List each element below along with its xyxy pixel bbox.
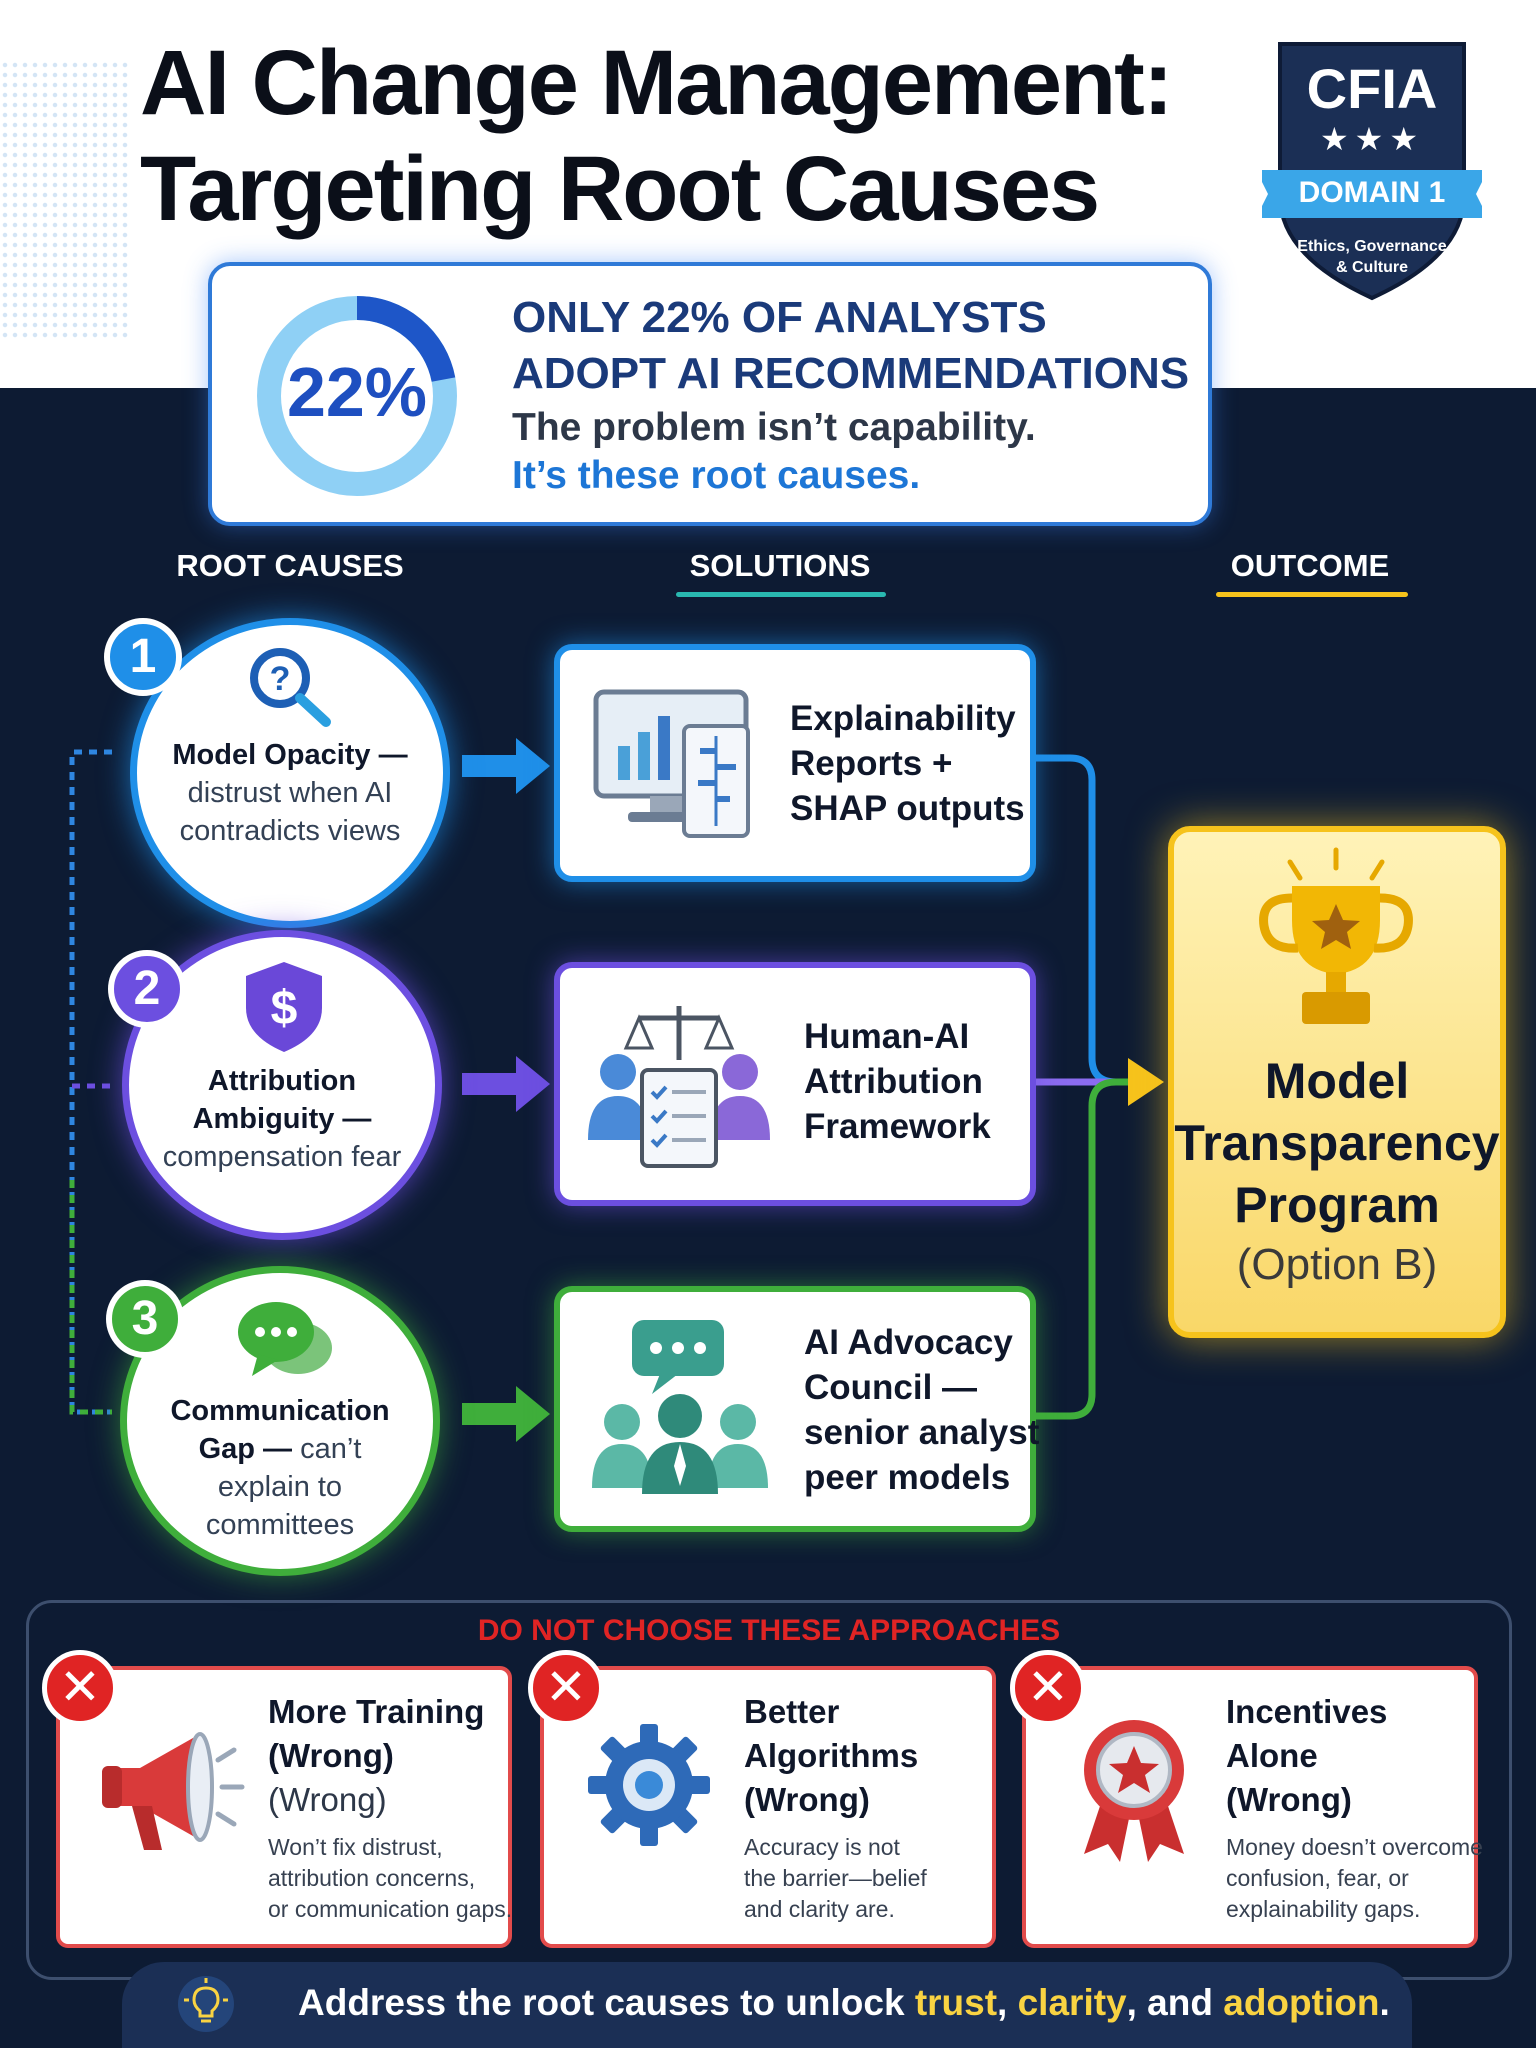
outcome-title xyxy=(1168,1050,1506,1236)
badge-stars: ★★★ xyxy=(1319,121,1425,157)
solution-2-line-2: Attribution xyxy=(804,1062,983,1101)
root-cause-3-number: 3 xyxy=(106,1280,184,1358)
wrong-approach-3-desc-line-2: confusion, fear, or xyxy=(1226,1865,1409,1891)
scales-people-icon xyxy=(584,1000,774,1170)
root-cause-1-title: Model Opacity — xyxy=(172,739,408,771)
solution-3-line-4: peer models xyxy=(804,1458,1011,1497)
solution-2-text xyxy=(804,1014,991,1149)
wrong-approach-2-title xyxy=(744,1690,918,1822)
chat-bubbles-icon xyxy=(230,1290,340,1390)
wrong-approach-2-title-line-2: Algorithms xyxy=(744,1737,919,1774)
solution-1-text xyxy=(790,696,1025,831)
wrong-approach-1-desc-line-3: or communication gaps. xyxy=(268,1896,513,1922)
root-cause-2-number: 2 xyxy=(108,950,186,1028)
stat-headline-line-1: ONLY 22% OF ANALYSTS xyxy=(512,293,1047,342)
root-cause-1-text xyxy=(170,736,410,850)
root-cause-1-number: 1 xyxy=(104,618,182,696)
footer-separator-1: , xyxy=(997,1982,1018,2023)
wrong-approaches-title: DO NOT CHOOSE THESE APPROACHES xyxy=(477,1614,1061,1647)
column-header-root-causes: ROOT CAUSES xyxy=(176,548,404,583)
team-chat-icon xyxy=(590,1316,770,1496)
root-cause-2-text xyxy=(162,1062,402,1176)
solution-3-line-2: Council — xyxy=(804,1368,978,1407)
wrong-approach-1-desc-line-2: attribution concerns, xyxy=(268,1865,476,1891)
wrong-approach-3-desc-line-3: explainability gaps. xyxy=(1226,1896,1421,1922)
footer-highlight-clarity: clarity xyxy=(1017,1982,1127,2023)
question-magnifier-icon xyxy=(238,640,338,730)
footer-highlight-trust: trust xyxy=(914,1982,998,2023)
solution-3-line-3: senior analyst xyxy=(804,1413,1040,1452)
wrong-approach-2-wrong-label: (Wrong) xyxy=(744,1781,870,1818)
root-cause-1-detail: distrust when AI contradicts views xyxy=(179,777,401,847)
wrong-approach-1-title xyxy=(268,1690,484,1822)
column-header-outcome: OUTCOME xyxy=(1230,548,1390,583)
x-mark-icon: ✕ xyxy=(1010,1650,1086,1726)
wrong-approach-1-title-line-1: More Training xyxy=(268,1693,485,1730)
badge-subtitle: Ethics, Governance & Culture xyxy=(1297,238,1447,276)
megaphone-icon xyxy=(96,1716,246,1866)
root-cause-3-detail: can’t explain to committees xyxy=(205,1433,362,1541)
wrong-approach-2-desc-line-2: the barrier—belief xyxy=(744,1865,927,1891)
wrong-approach-1-title-line-2: (Wrong) xyxy=(268,1737,394,1774)
stat-subtext: The problem isn’t capability. xyxy=(512,406,1036,449)
root-cause-3-title: Communication Gap — xyxy=(170,1395,390,1465)
outcome-title-line-2: Transparency xyxy=(1174,1115,1500,1171)
outcome-title-line-1: Model xyxy=(1264,1053,1410,1109)
wrong-approach-2-desc-line-3: and clarity are. xyxy=(744,1896,895,1922)
footer-text-prefix: Address the root causes to unlock xyxy=(298,1982,915,2023)
svg-text:$: $ xyxy=(270,982,298,1035)
wrong-approach-3-title-line-1: Incentives xyxy=(1226,1693,1388,1730)
solution-3-text xyxy=(804,1320,1039,1500)
solution-2-line-1: Human-AI xyxy=(804,1017,970,1056)
stat-headline-line-2: ADOPT AI RECOMMENDATIONS xyxy=(512,349,1190,398)
badge-abbreviation: CFIA xyxy=(1306,57,1438,120)
wrong-approach-3-description xyxy=(1226,1832,1483,1925)
wrong-approach-1-description xyxy=(268,1832,512,1925)
dollar-shield-icon xyxy=(236,956,332,1056)
footer-separator-2: , and xyxy=(1126,1982,1224,2023)
title-line-2: Targeting Root Causes xyxy=(140,138,1099,240)
x-mark-icon: ✕ xyxy=(42,1650,118,1726)
title-line-1: AI Change Management: xyxy=(140,32,1172,134)
footer-message xyxy=(298,1982,1398,2024)
award-ribbon-icon xyxy=(1074,1714,1194,1864)
stat-highlight-text: It’s these root causes. xyxy=(512,454,921,497)
lightbulb-icon xyxy=(176,1974,236,2034)
wrong-approach-3-title-line-2: Alone xyxy=(1226,1737,1318,1774)
wrong-approach-1-wrong-label: (Wrong) xyxy=(268,1781,387,1818)
solution-3-line-1: AI Advocacy xyxy=(804,1323,1013,1362)
percentage-value: 22% xyxy=(286,353,428,431)
outcome-title-line-3: Program xyxy=(1234,1177,1440,1233)
badge-domain-label: DOMAIN 1 xyxy=(1298,176,1446,209)
wrong-approach-2-description xyxy=(744,1832,927,1925)
root-cause-2-detail: compensation fear xyxy=(162,1141,402,1173)
root-cause-3-text xyxy=(160,1392,400,1544)
wrong-approach-3-wrong-label: (Wrong) xyxy=(1226,1781,1352,1818)
monitor-chart-icon xyxy=(588,686,758,846)
footer-highlight-adoption: adoption xyxy=(1223,1982,1380,2023)
solution-1-line-2: Reports + xyxy=(790,744,953,783)
wrong-approach-2-desc-line-1: Accuracy is not xyxy=(744,1834,900,1860)
root-cause-2-title: Attribution Ambiguity — xyxy=(192,1065,372,1135)
solution-2-line-3: Framework xyxy=(804,1107,991,1146)
x-mark-icon: ✕ xyxy=(528,1650,604,1726)
svg-text:?: ? xyxy=(269,660,291,698)
outcome-option-label: (Option B) xyxy=(1236,1240,1438,1289)
column-header-solutions: SOLUTIONS xyxy=(689,548,871,583)
wrong-approach-1-desc-line-1: Won’t fix distrust, xyxy=(268,1834,443,1860)
trophy-icon xyxy=(1246,846,1426,1036)
solution-1-line-3: SHAP outputs xyxy=(790,789,1025,828)
wrong-approach-3-desc-line-1: Money doesn’t overcome xyxy=(1226,1834,1483,1860)
wrong-approach-2-title-line-1: Better xyxy=(744,1693,840,1730)
footer-end: . xyxy=(1379,1982,1390,2023)
gear-icon xyxy=(584,1720,714,1850)
wrong-approach-3-title xyxy=(1226,1690,1387,1822)
solution-1-line-1: Explainability xyxy=(790,699,1016,738)
